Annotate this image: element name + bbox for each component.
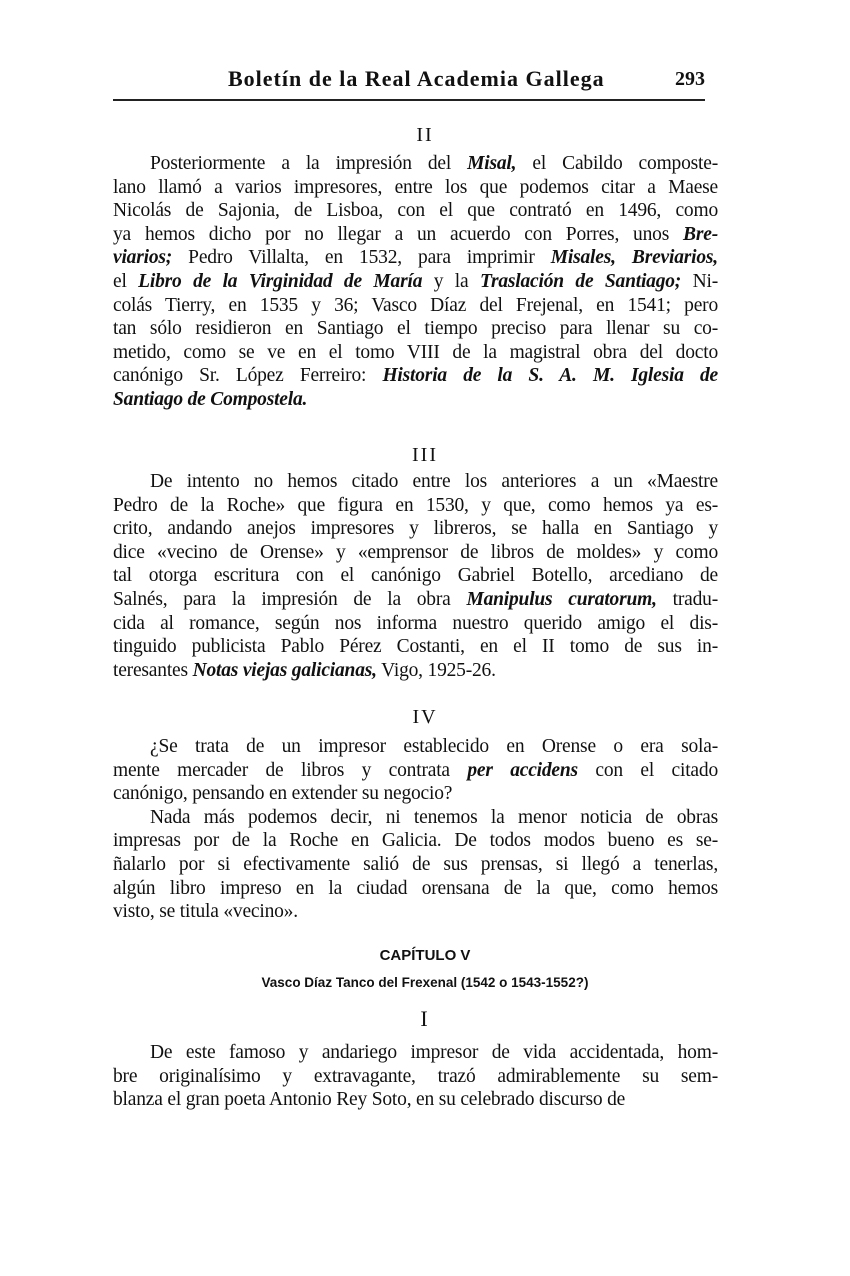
text-span: tan sólo residieron en Santiago el tiempo preciso para llenar su co-: [113, 318, 718, 340]
italic-text: Libro de la Virginidad de María: [138, 270, 423, 292]
chapter-section-heading: I: [420, 1006, 430, 1031]
text-line: [113, 152, 718, 176]
text-line: [113, 1041, 718, 1065]
text-line: [113, 877, 718, 901]
header-rule: [113, 99, 705, 101]
text-line: [113, 270, 718, 294]
text-line: [113, 317, 718, 341]
italic-text: Notas viejas galicianas,: [192, 659, 377, 681]
text-line: [113, 759, 718, 783]
text-span: De este famoso y andariego impresor de vida accidentada, hom-: [150, 1042, 718, 1063]
text-line: [113, 470, 718, 494]
section-iv-body: [113, 735, 718, 924]
text-span: Nada más podemos decir, ni tenemos la menor noticia de obras: [150, 806, 718, 828]
text-span: canónigo Sr. López Ferreiro:: [113, 365, 383, 387]
text-span: el: [113, 270, 139, 292]
section-heading-ii: II: [416, 124, 434, 146]
italic-text: Traslación de Santiago;: [479, 270, 682, 292]
text-line: [113, 829, 718, 853]
text-span: Vigo, 1925-26.: [376, 659, 496, 681]
text-span: ya hemos dicho por no llegar a un acuerdo con Porres, unos: [113, 223, 684, 245]
text-span: Posteriormente a la impresión del: [150, 153, 468, 174]
text-span: Salnés, para la impresión de la obra: [113, 588, 467, 610]
text-line: [113, 494, 718, 518]
text-line: [113, 782, 718, 806]
section-heading-iv: IV: [412, 706, 438, 728]
text-line: [113, 364, 718, 388]
text-line: [113, 1065, 718, 1089]
text-line: [113, 541, 718, 565]
journal-title: Boletín de la Real Academia Gallega: [228, 66, 605, 91]
text-span: mente mercader de libros y contrata: [113, 759, 468, 781]
text-span: dice «vecino de Orense» y «emprensor de libros de moldes» y como: [113, 541, 718, 563]
text-span: crito, andando anejos impresores y libreros, se halla en Santiago y: [113, 518, 718, 540]
text-span: algún libro impreso en la ciudad orensana de la que, como hemos: [113, 877, 718, 899]
text-line: [113, 223, 718, 247]
text-span: canónigo, pensando en extender su negocio?: [113, 783, 453, 805]
text-span: con el citado: [577, 759, 718, 781]
italic-text: Historia de la S. A. M. Iglesia de: [382, 365, 718, 387]
text-line: [113, 176, 718, 200]
text-span: Nicolás de Sajonia, de Lisboa, con el que contrató en 1496, como: [113, 200, 718, 222]
text-line: [113, 659, 718, 683]
text-line: [113, 588, 718, 612]
italic-text: Misales, Breviarios,: [550, 247, 718, 269]
text-span: visto, se titula «vecino».: [113, 901, 298, 923]
italic-text: per accidens: [467, 759, 578, 781]
text-span: Pedro Villalta, en 1532, para imprimir: [172, 247, 551, 269]
text-span: bre originalísimo y extravagante, trazó admirablemente su sem-: [113, 1065, 718, 1087]
text-span: tradu-: [656, 588, 718, 610]
text-span: colás Tierry, en 1535 y 36; Vasco Díaz del Frejenal, en 1541; pero: [113, 294, 718, 316]
text-span: y la: [422, 270, 480, 292]
chapter-body: [113, 1041, 718, 1112]
italic-text: Bre-: [683, 223, 718, 245]
text-line: [113, 900, 718, 924]
text-line: [113, 1088, 718, 1112]
chapter-subtitle: Vasco Díaz Tanco del Frexenal (1542 o 1543-1552?): [261, 975, 589, 990]
text-line: [113, 199, 718, 223]
section-iii-body: [113, 470, 718, 682]
text-line: [113, 564, 718, 588]
text-span: ñalarlo por si efectivamente salió de sus prensas, si llegó a tenerlas,: [113, 853, 718, 875]
chapter-label: CAPÍTULO V: [379, 947, 471, 964]
section-heading-iii: III: [412, 444, 438, 466]
text-line: [113, 246, 718, 270]
text-span: el Cabildo composte-: [516, 153, 718, 174]
text-line: [113, 294, 718, 318]
text-line: [113, 853, 718, 877]
text-line: [113, 388, 718, 412]
text-span: Pedro de la Roche» que figura en 1530, y que, como hemos ya es-: [113, 494, 718, 516]
italic-text: Santiago de Compostela.: [113, 388, 308, 410]
text-span: metido, como se ve en el tomo VIII de la magistral obra del docto: [113, 341, 718, 363]
text-span: ¿Se trata de un impresor establecido en Orense o era sola-: [150, 736, 718, 757]
running-header: [113, 66, 705, 100]
text-line: [113, 735, 718, 759]
text-line: [113, 635, 718, 659]
text-span: tal otorga escritura con el canónigo Gabriel Botello, arcediano de: [113, 565, 718, 587]
text-line: [113, 517, 718, 541]
text-line: [113, 806, 718, 830]
text-line: [113, 612, 718, 636]
text-span: De intento no hemos citado entre los anteriores a un «Maestre: [150, 471, 718, 492]
italic-text: viarios;: [113, 247, 173, 269]
text-span: tinguido publicista Pablo Pérez Costanti, en el II tomo de sus in-: [113, 636, 718, 658]
italic-text: Manipulus curatorum,: [466, 588, 657, 610]
italic-text: Misal,: [467, 153, 517, 174]
text-span: impresas por de la Roche en Galicia. De todos modos bueno es se-: [113, 830, 718, 852]
section-ii-body: [113, 152, 718, 412]
text-span: blanza el gran poeta Antonio Rey Soto, en su celebrado discurso de: [113, 1089, 626, 1111]
page-number: 293: [675, 68, 705, 90]
text-span: Ni-: [681, 270, 718, 292]
text-span: teresantes: [113, 659, 193, 681]
text-span: lano llamó a varios impresores, entre los que podemos citar a Maese: [113, 176, 718, 198]
text-span: cida al romance, según nos informa nuestro querido amigo el dis-: [113, 612, 718, 634]
text-line: [113, 341, 718, 365]
